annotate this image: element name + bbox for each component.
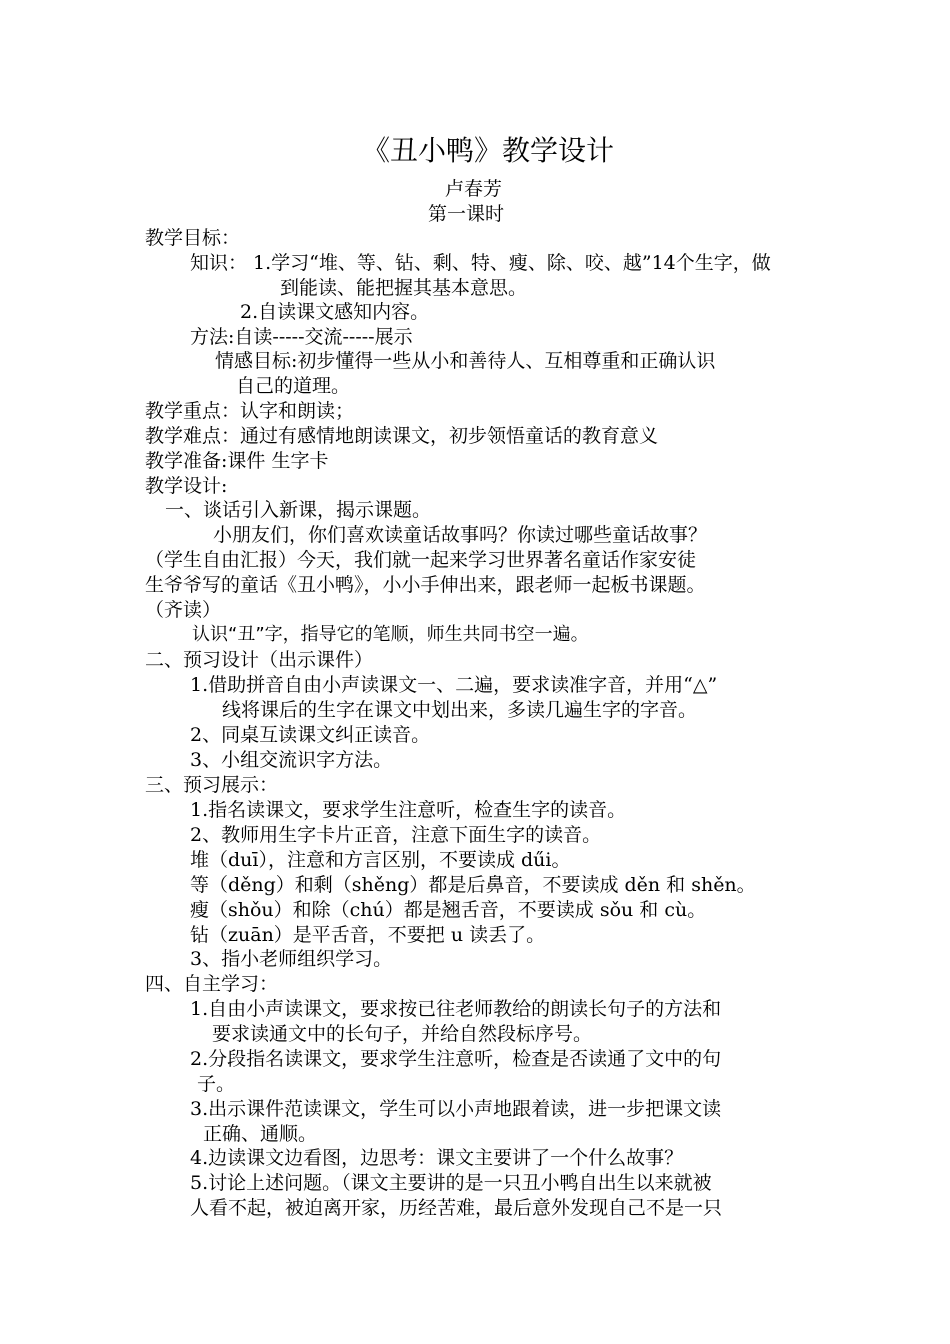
section-heading: 四、自主学习： <box>145 973 279 995</box>
text-line: 1.自由小声读课文，要求按已往老师教给的朗读长句子的方法和 <box>190 998 722 1020</box>
section-heading: 三、预习展示： <box>145 774 279 796</box>
text-line: 5.讨论上述问题。（课文主要讲的是一只丑小鸭自出生以来就被 <box>190 1172 712 1194</box>
text-line: 1.借助拼音自由小声读课文一、二遍，要求读准字音，并用“△” <box>190 674 718 696</box>
text-line: 情感目标:初步懂得一些从小和善待人、互相尊重和正确认识 <box>215 350 716 372</box>
text-line: （学生自由汇报）今天，我们就一起来学习世界著名童话作家安徒 <box>145 549 697 571</box>
text-line: 2.自读课文感知内容。 <box>240 301 430 323</box>
text-line: 到能读、能把握其基本意思。 <box>280 277 528 299</box>
text-line: 4.边读课文边看图，边思考：课文主要讲了一个什么故事？ <box>190 1147 684 1169</box>
section-heading: 一、谈话引入新课，揭示课题。 <box>165 499 432 521</box>
section-heading: 教学重点：认字和朗读； <box>145 400 355 422</box>
text-line: 3.出示课件范读课文，学生可以小声地跟着读，进一步把课文读 <box>190 1098 722 1120</box>
text-line: 自己的道理。 <box>236 375 351 397</box>
doc-lesson: 第一课时 <box>428 203 505 225</box>
section-heading: 二、预习设计（出示课件） <box>145 649 374 671</box>
section-heading: 教学设计: <box>145 475 228 497</box>
text-line: （齐读） <box>145 599 222 621</box>
text-line: 人看不起，被迫离开家，历经苦难，最后意外发现自己不是一只 <box>190 1197 723 1219</box>
text-line: 小朋友们，你们喜欢读童话故事吗？你读过哪些童话故事？ <box>213 524 708 546</box>
text-line: 等（děng）和剩（shěng）都是后鼻音，不要读成 děn 和 shěn。 <box>190 874 756 896</box>
text-line: 2、教师用生字卡片正音，注意下面生字的读音。 <box>190 824 602 846</box>
text-line: 3、小组交流识字方法。 <box>190 749 393 771</box>
text-line: 正确、通顺。 <box>203 1123 318 1145</box>
text-line: 3、指小老师组织学习。 <box>190 948 393 970</box>
text-line: 认识“丑”字，指导它的笔顺，师生共同书空一遍。 <box>192 624 589 645</box>
text-line: 方法:自读-----交流-----展示 <box>190 326 413 348</box>
text-line: 子。 <box>197 1073 236 1095</box>
text-line: 钻（zuān）是平舌音，不要把 u 读丢了。 <box>190 924 546 946</box>
text-line: 2.分段指名读课文，要求学生注意听，检查是否读通了文中的句 <box>190 1048 722 1070</box>
text-line: 线将课后的生字在课文中划出来，多读几遍生字的字音。 <box>222 699 698 721</box>
text-line: 知识： 1.学习“堆、等、钻、剩、特、瘦、除、咬、越”14个生字，做 <box>190 252 771 274</box>
text-line: 瘦（shǒu）和除（chú）都是翘舌音，不要读成 sǒu 和 cù。 <box>190 899 707 921</box>
text-line: 生爷爷写的童话《丑小鸭》，小小手伸出来，跟老师一起板书课题。 <box>145 574 706 596</box>
section-heading: 教学准备:课件 生字卡 <box>145 450 329 472</box>
text-line: 堆（duī），注意和方言区别，不要读成 dűi。 <box>190 849 571 871</box>
text-line: 2、同桌互读课文纠正读音。 <box>190 724 431 746</box>
text-line: 要求读通文中的长句子，并给自然段标序号。 <box>212 1023 593 1045</box>
doc-title: 《丑小鸭》教学设计 <box>362 134 615 167</box>
section-heading: 教学目标： <box>145 227 241 249</box>
text-line: 1.指名读课文，要求学生注意听，检查生字的读音。 <box>190 799 627 821</box>
doc-author: 卢春芳 <box>445 178 503 200</box>
section-heading: 教学难点：通过有感情地朗读课文，初步领悟童话的教育意义 <box>145 425 659 447</box>
